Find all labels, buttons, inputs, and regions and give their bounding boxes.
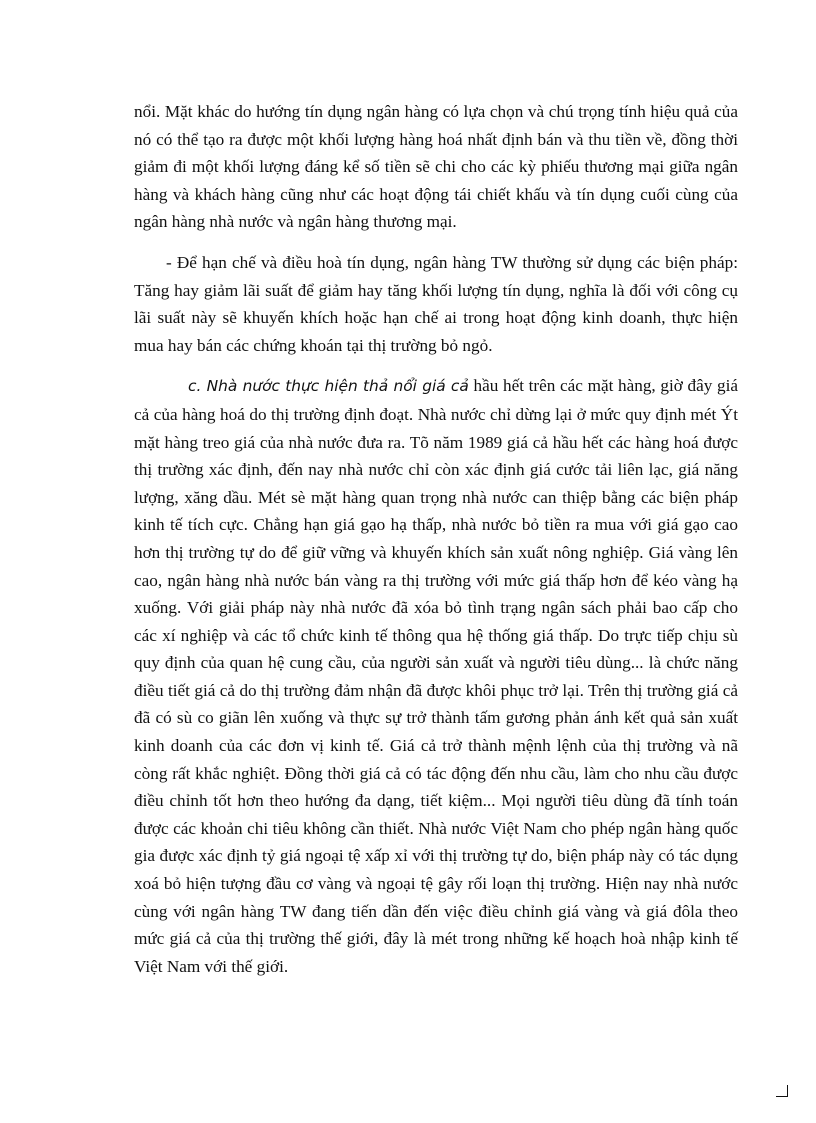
paragraph-2: - Để hạn chế và điều hoà tín dụng, ngân hàng TW thường sử dụng các biện pháp: Tăng hay giảm lãi suất để giảm hay tăng khối lượng tín dụng, nghĩa là đối với công cụ lãi suất này sẽ khuyến khích hoặc hạn chế ai trong hoạt động kinh doanh, thực hiện mua hay bán các chứng khoán tại thị trường bỏ ngỏ.	[134, 252, 738, 355]
paragraph-3-body: hầu hết trên các mặt hàng, giờ đây giá cả của hàng hoá do thị trường định đoạt. Nhà nước chỉ dừng lại ở mức quy định mét Ýt mặt hàng treo giá của nhà nước đưa ra. Tõ năm 1989 giá cả hầu hết các hàng hoá được thị trường xác định, đến nay nhà nước chỉ còn xác định giá cước tải liên lạc, giá năng lượng, xăng dầu. Mét sè mặt hàng quan trọng nhà nước can thiệp bằng các biện pháp kinh tế tích cực. Chẳng hạn giá gạo hạ thấp, nhà nước bỏ tiền ra mua với giá gạo cao hơn thị trường tự do để giữ vững và khuyến khích sản xuất nông nghiệp. Giá vàng lên cao, ngân hàng nhà nước bán vàng ra thị trường với mức giá thấp hơn để kéo vàng hạ xuống. Với giải pháp này nhà nước đã xóa bỏ tình trạng ngân sách phải bao cấp cho các xí nghiệp và các tổ chức kinh tế thông qua hệ thống giá thấp. Do trực tiếp chịu sù quy định của quan hệ cung cầu, của người sản xuất và người tiêu dùng... là chức năng điều tiết giá cả do thị trường đảm nhận đã được khôi phục trở lại. Trên thị trường giá cả đã có sù co giãn lên xuống và thực sự trở thành tấm gương phản ánh kết quả sản xuất kinh doanh của các đơn vị kinh tế. Giá cả trở thành mệnh lệnh của thị trường và nã còng rất khắc nghiệt. Đồng thời giá cả có tác động đến nhu cầu, làm cho nhu cầu được điều chỉnh tốt hơn theo hướng đa dạng, tiết kiệm... Mọi người tiêu dùng đã tính toán được các khoản chi tiêu không cần thiết. Nhà nước Việt Nam cho phép ngân hàng quốc gia được xác định tỷ giá ngoại tệ xấp xỉ với thị trường tự do, biện pháp này có tác dụng xoá bỏ hiện tượng đầu cơ vàng và ngoại tệ gây rối loạn thị trường. Hiện nay nhà nước cùng với ngân hàng TW đang tiến dần đến việc điều chỉnh giá vàng và giá đôla theo mức giá cả của thị trường thế giới, đây là mét trong những kế hoạch hoà nhập kinh tế Việt Nam với thế giới.	[134, 376, 738, 976]
page-corner-mark	[776, 1085, 788, 1097]
paragraph-1: nổi. Mặt khác do hướng tín dụng ngân hàng có lựa chọn và chú trọng tính hiệu quả của nó có thể tạo ra được một khối lượng hàng hoá nhất định bán và thu tiền về, đồng thời giảm đi một khối lượng đáng kể số tiền sẽ chi cho các kỳ phiếu thương mại giữa ngân hàng và khách hàng cũng như các hoạt động tái chiết khấu và tín dụng cuối cùng của ngân hàng nhà nước và ngân hàng thương mại.	[134, 102, 738, 232]
paragraph-3	[134, 372, 738, 980]
document-page	[134, 98, 738, 980]
section-heading-c: c. Nhà nước thực hiện thả nổi giá cả	[188, 377, 469, 396]
